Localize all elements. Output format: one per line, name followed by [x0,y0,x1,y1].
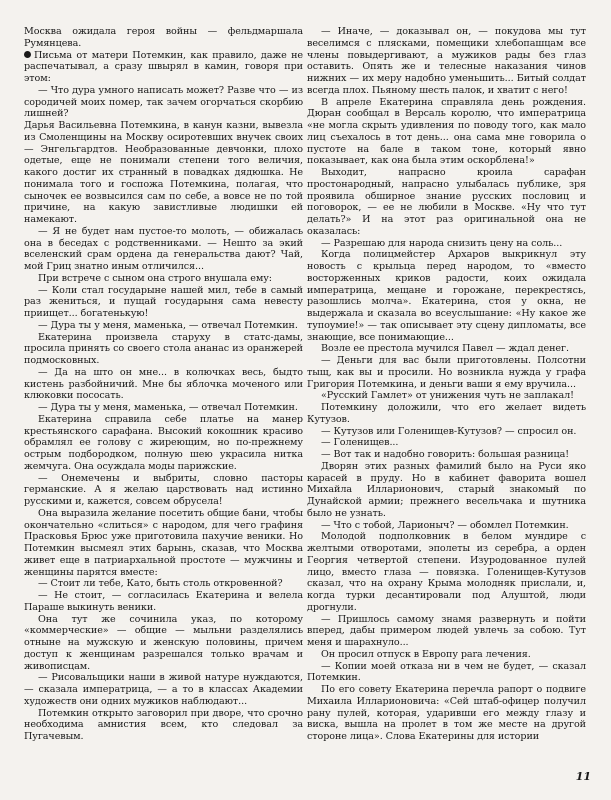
section-bullet-icon [24,51,31,58]
paragraph: Молодой подполковник в белом мундире с желтыми отворотами, эполеты из серебра, а орден Георгия четвертой степени. Изуродованное пулей лицо, вместо глаза — повязка. Голенищев-Кутузов сказал, что на охрану Крыма молодняк прислали, и, когда турки десантировали под Алуштой, люди дрогнули. [307,531,586,613]
paragraph: Дворян этих разных фамилий было на Руси яко карасей в пруду. Но в кабинет фаворита вошел Михайла Илларионович, старый знакомый по Дунайской армии; прежнего весельчака и шутника было не узнать. [307,460,586,519]
paragraph: — Деньги для вас были приготовлены. Полсотни тыщ, как вы и просили. Но возникла нужда у графа Григория Потемкина, и деньги ваши я ему вручила... [307,355,586,390]
paragraph: По его совету Екатерина перечла рапорт о подвиге Михаила Илларионовича: «Сей штаб-офицер получил рану пулей, которая, ударивши его между глазу и виска, вышла на пролет в том же месте на другой стороне лица». Слова Екатерины для истории [307,684,586,742]
paragraph: Она выразила желание посетить общие бани, чтобы окончательно «слиться» с народом, для чего графиня Прасковья Брюс уже приготовила пахучие веники. Но Потемкин высмеял этих барынь, сказав, что Москва живет еще в патриархальной простоте — мужчины и женщины парятся вместе: [24,507,303,578]
paragraph: — Что дура умного написать может? Разве что — из сородичей моих помер, так зачем огорчаться скорбию лишней? [24,84,303,120]
paragraph: «Русский Гамлет» от унижения чуть не заплакал! [321,390,574,402]
paragraph: Дарья Васильевна Потемкина, в канун казни, вывезла из Смоленщины на Москву осиротевших внучек своих — Энгельгардтов. Необразованные девчонки, плохо одетые, еще не понимали степени того величия, какого достиг их странный в повадках дядюшка. Не понимала того и госпожа Потемкина, полагая, что сыночек ее возвысился сам по себе, а вовсе не по той причине, на какую завистливые людишки ей намекают. [24,120,303,225]
paragraph: — Дура ты у меня, маменька, — отвечал Потемкин. [38,402,298,413]
paragraph: — Да на што он мне... в колючках весь, быдто кистень разбойничий. Мне бы яблочка моченого или клюковки пососать. [24,366,303,402]
paragraph: — Пришлось самому знамя развернуть и пойти вперед, дабы примером людей увлечь за собою. Тут меня и шарахнуло... [307,613,586,648]
paragraph: — Онемечены и выбриты, словно пасторы германские. А я желаю царствовать над истинно русскими и, кажется, совсем обрусела! [24,472,303,507]
paragraph: — Иначе, — доказывал он, — покудова мы тут веселимся с плясками, помещики хлебопашцам все члены повыдергивают, а мужиков рады без глаз оставить. Опять же и телесные наказания чинов нижних — их меру надобно уменьшить... Битый солдат всегда плох. Пьяному шесть палок, и хватит с него! [307,26,586,96]
paragraph: — Не стоит, — согласилась Екатерина и велела Параше выкинуть веники. [24,590,303,613]
paragraph: — Коли стал государыне нашей мил, тебе в самый раз жениться, и пущай государыня сама невесту приищет... богатенькую! [24,284,303,319]
paragraph: Екатерина произвела старуху в статс-дамы, просила принять со своего стола ананас из оранжерей подмосковных. [24,331,303,366]
paragraph: — Кутузов или Голенищев-Кутузов? — спросил он. [321,425,577,437]
paragraph: — Голенищев... [321,437,399,449]
paragraph: Потемкин открыто заговорил при дворе, что срочно необходима амнистия всем, кто следовал за Пугачевым. [24,707,303,742]
left-column [24,26,303,743]
paragraph: — Вот так и надобно говорить: большая разница! [321,449,570,460]
paragraph: — Разрешаю для народа снизить цену на соль... [321,237,563,249]
paragraph: Когда полицмейстер Архаров выкрикнул эту новость с крыльца перед народом, то «вместо восторженных криков радости, коих ожидала императрица, мещане и горожане, перекрестясь, разошлись молча». Екатерина, стоя у окна, не выдержала и сказала во всеуслышание: «Ну какое же тупоумие!» — так описывает эту сцену дипломаты, все знающие, все понимающие... [307,249,586,343]
paragraph: — Дура ты у меня, маменька, — отвечал Потемкин. [38,319,298,331]
page-number: 11 [575,770,591,783]
paragraph: Он просил отпуск в Европу para лечения. [321,648,531,660]
right-column [307,26,586,743]
paragraph-text: Письма от матери Потемкин, как правило, даже не распечатывал, а сразу швырял в камин, говоря при этом: [24,49,303,84]
paragraph: — Я не будет нам пустое-то молоть, — обижалась она в беседах с родственниками. — Нешто за экий вселенский срам ордена да генеральства дают? Чай, мой Гриц знатно иным отличился... [24,225,303,272]
paragraph: — Что с тобой, Ларионыч? — обомлел Потемкин. [321,519,569,531]
paragraph [24,50,303,85]
paragraph: Выходит, напрасно кроила сарафан простонародный, напрасно улыбалась публике, зря проявила обширное знание русских пословиц и поговорок, — ее не любили в Москве. «Ну что тут делать?» И на этот раз оригинальной она не оказалась: [307,167,586,237]
paragraph: Потемкину доложили, что его желает видеть Кутузов. [307,402,586,425]
paragraph: — Рисовальщики наши в живой натуре нуждаются, — сказала императрица, — а то в классах Академии художеств они одних мужиков наблюдают... [24,672,303,707]
paragraph: В апреле Екатерина справляла день рождения. Дюран сообщал в Версаль королю, что императрица «не могла скрыть удивления по поводу того, как мало лиц съехалось в тот день... она сама мне говорила о пустоте на бале в таком тоне, который явно показывает, как она была этим оскорблена!» [307,96,586,167]
paragraph: — Стоит ли тебе, Като, быть столь откровенной? [38,578,283,590]
paragraph: При встрече с сыном она строго внушала ему: [38,272,272,284]
paragraph: Она тут же сочинила указ, по которому «коммерческие» — общие — мыльни разделялись отныне на мужскую и женскую половины, причем доступ к женщинам разрешался только врачам и живописцам. [24,613,303,672]
paragraph: — Копии моей отказа ни в чем не будет, — сказал Потемкин. [307,660,586,684]
paragraph: Екатерина справила себе платье на манер крестьянского сарафана. Высокий кокошник красиво обрамлял ее голову с жиреющим, но по-прежнему острым подбородком, полную шею украсила нитка жемчуга. Она осуждала моды парижские. [24,413,303,472]
paragraph: Москва ожидала героя войны — фельдмаршала Румянцева. [24,26,303,49]
paragraph: Возле ее престола мучился Павел — ждал денег. [321,343,569,355]
